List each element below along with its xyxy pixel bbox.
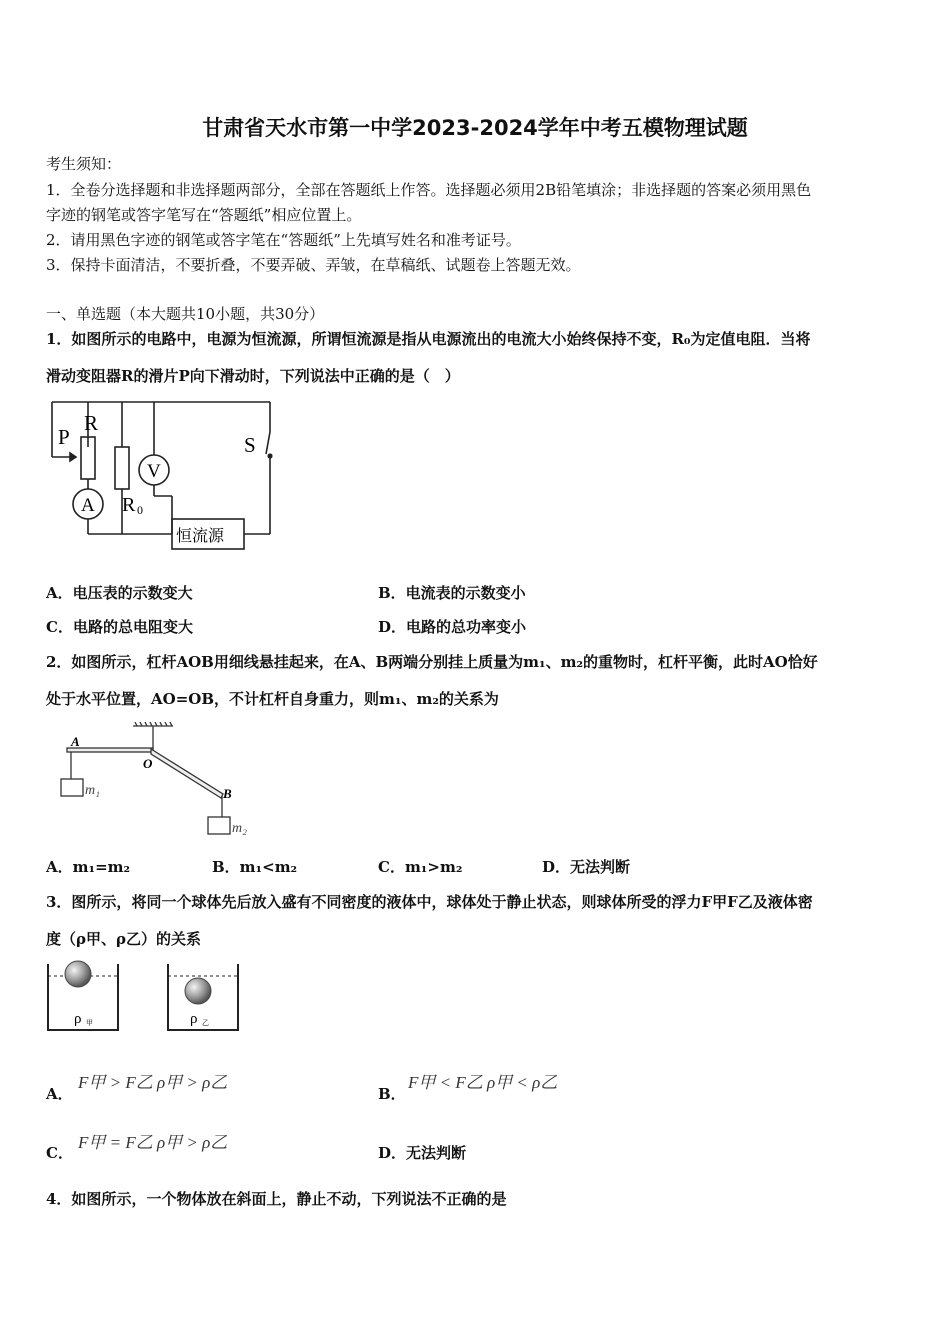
- q3-label-rho-right-sub: 乙: [202, 1019, 209, 1027]
- q1-label-R0-sub: 0: [137, 503, 143, 517]
- q2-stem-line2: 处于水平位置，AO=OB，不计杠杆自身重力，则m₁、m₂的关系为: [46, 690, 499, 708]
- q1-label-source: 恒流源: [176, 528, 225, 545]
- notice-item-2: 2．请用黑色字迹的钢笔或答字笔在“答题纸”上先填写姓名和准考证号。: [46, 231, 521, 249]
- q3-stem-line2: 度（ρ甲、ρ乙）的关系: [46, 930, 201, 948]
- notice-item-1-cont: 字迹的钢笔或答字笔写在“答题纸”相应位置上。: [46, 206, 362, 224]
- q2-mass-m2: [208, 817, 230, 834]
- q3-option-b-formula: F甲 < F乙 ρ甲 < ρ乙: [408, 1073, 558, 1092]
- q1-label-P: P: [58, 425, 70, 449]
- q1-circuit-figure: [40, 392, 280, 554]
- q3-stem-line1: 3．图所示，将同一个球体先后放入盛有不同密度的液体中，球体处于静止状态，则球体所受的浮力F甲F乙及液体密: [46, 893, 813, 911]
- q3-option-a-formula: F甲 > F乙 ρ甲 > ρ乙: [78, 1073, 228, 1092]
- q2-mass-m1: [61, 779, 83, 796]
- section-heading: 一、单选题（本大题共10小题，共30分）: [46, 305, 325, 323]
- q3-ball-right: [185, 978, 211, 1004]
- q2-option-a[interactable]: A．m₁=m₂: [46, 858, 131, 876]
- q1-switch-S: [266, 432, 270, 454]
- q3-label-rho-right: ρ: [190, 1011, 198, 1027]
- q1-option-d[interactable]: D．电路的总功率变小: [378, 618, 527, 636]
- q2-option-b[interactable]: B．m₁<m₂: [212, 858, 298, 876]
- q1-label-S: S: [244, 433, 256, 457]
- notice-item-3: 3．保持卡面清洁，不要折叠，不要弄破、弄皱，在草稿纸、试题卷上答题无效。: [46, 256, 581, 274]
- q3-label-rho-left: ρ: [74, 1011, 82, 1027]
- q4-stem-line1: 4．如图所示，一个物体放在斜面上，静止不动，下列说法不正确的是: [46, 1190, 507, 1208]
- q2-lever-AO: [67, 748, 153, 752]
- q1-stem-line1: 1．如图所示的电路中，电源为恒流源，所谓恒流源是指从电源流出的电流大小始终保持不变，R₀为定值电阻．当将: [46, 330, 811, 348]
- q2-lever-figure: [55, 722, 265, 840]
- q3-ball-left: [65, 961, 91, 987]
- q1-stem-line2: 滑动变阻器R的滑片P向下滑动时，下列说法中正确的是（ ）: [46, 367, 460, 385]
- q1-label-R0: R: [122, 494, 136, 516]
- q3-option-c-label[interactable]: C．: [46, 1144, 73, 1162]
- q2-label-B: B: [223, 786, 232, 801]
- q3-beaker-figure: [44, 960, 244, 1036]
- q1-label-R: R: [84, 411, 99, 435]
- q1-option-a[interactable]: A．电压表的示数变大: [46, 584, 193, 602]
- q3-option-b-label[interactable]: B．: [378, 1085, 406, 1103]
- q1-label-A: A: [81, 495, 95, 516]
- q2-option-d[interactable]: D．无法判断: [542, 858, 631, 876]
- q2-option-c[interactable]: C．m₁>m₂: [378, 858, 463, 876]
- q3-option-d[interactable]: D．无法判断: [378, 1144, 467, 1162]
- q1-resistor-R0: [115, 447, 129, 489]
- q2-stem-line1: 2．如图所示，杠杆AOB用细线悬挂起来，在A、B两端分别挂上质量为m₁、m₂的重物时，杠杆平衡，此时AO恰好: [46, 653, 818, 671]
- q3-option-c-formula: F甲 = F乙 ρ甲 > ρ乙: [78, 1133, 228, 1152]
- q1-slider-arrow: [70, 453, 76, 461]
- notice-item-1: 1．全卷分选择题和非选择题两部分，全部在答题纸上作答。选择题必须用2B铅笔填涂；非选择题的答案必须用黑色: [46, 181, 812, 199]
- notice-heading: 考生须知：: [46, 155, 122, 173]
- q2-lever-OB: [151, 749, 223, 798]
- q2-label-A: A: [71, 734, 80, 749]
- q2-label-O: O: [143, 756, 153, 771]
- q3-label-rho-left-sub: 甲: [86, 1019, 93, 1027]
- q1-option-c[interactable]: C．电路的总电阻变大: [46, 618, 193, 636]
- page-title: 甘肃省天水市第一中学2023-2024学年中考五模物理试题: [202, 116, 748, 140]
- q3-option-a-label[interactable]: A．: [46, 1085, 73, 1103]
- q1-option-b[interactable]: B．电流表的示数变小: [378, 584, 526, 602]
- q1-label-V: V: [147, 461, 161, 482]
- q2-label-m2: m₂: [232, 821, 247, 836]
- q2-label-m1: m₁: [85, 783, 100, 798]
